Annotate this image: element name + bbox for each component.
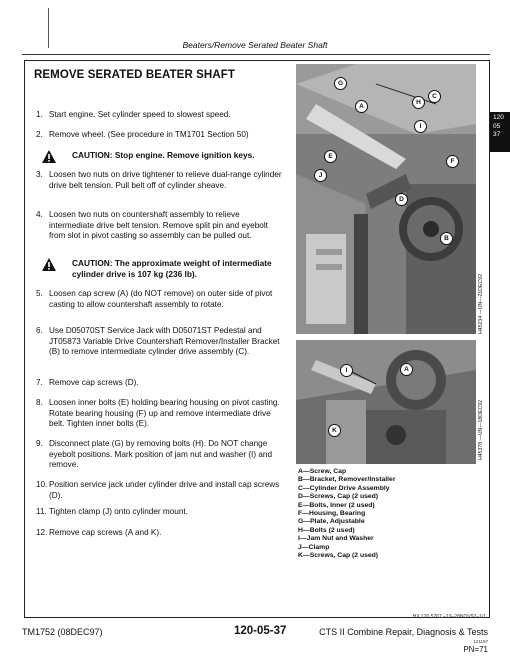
pn-number: PN=71 [463,645,488,654]
callout-A-2: A [400,363,413,376]
legend-item: E—Bolts, Inner (2 used) [298,501,375,509]
legend-item: H—Bolts (2 used) [298,526,355,534]
legend-item: C—Cylinder Drive Assembly [298,484,390,492]
step-9: 9. Disconnect plate (G) by removing bolts (H). Do NOT change eyebolt positions. Mark position of jam nut and washer (I) and remove. [36,439,272,469]
callout-J: J [314,169,327,182]
photo-cylinder-drive-illustration [296,340,476,464]
section-tab-line: 37 [493,131,501,138]
caution-stop-engine: CAUTION: Stop engine. Remove ignition keys. [42,150,282,161]
callout-F: F [446,155,459,168]
step-5: 5. Loosen cap screw (A) (do NOT remove) on outer side of pivot casting to allow countershaft assembly to rotate. [36,289,273,309]
caution-weight: CAUTION: The approximate weight of intermediate cylinder drive is 107 kg (236 lb). [42,258,282,279]
photo-beater-drive-illustration [296,64,476,334]
callout-A: A [355,100,368,113]
legend-item: A—Screw, Cap [298,468,347,475]
step-7: 7. Remove cap screws (D). [36,378,139,387]
header-rule [22,54,490,55]
callout-B: B [440,232,453,245]
callout-I-2: I [340,364,353,377]
warning-triangle-icon [42,258,56,274]
callout-I: I [414,120,427,133]
page-number: 120-05-37 [234,625,287,637]
legend-item: G—Plate, Adjustable [298,518,365,526]
photo-1-code: H45234 —UN—21DEC92 [478,274,484,334]
legend-item: K—Screws, Cap (2 used) [298,552,379,560]
warning-triangle-icon [42,150,56,166]
step-6: 6. Use D05070ST Service Jack with D05071ST Pedestal and JT05873 Variable Drive Countershaft Remover/Installer Bracket (B) to remove intermediate cylinder drive assembly (C). [36,326,280,356]
callout-K: K [328,424,341,437]
parts-legend [298,468,395,560]
section-tab [490,112,510,152]
step-8: 8. Loosen inner bolts (E) holding bearing housing on pivot casting. Rotate bearing housing (F) up and remove intermediate drive belt. Tighten inner bolts (E). [36,398,280,428]
step-11: 11. Tighten clamp (J) onto cylinder mount. [36,507,188,516]
callout-E: E [324,150,337,163]
running-header: Beaters/Remove Serated Beater Shaft [182,40,328,50]
section-title: REMOVE SERATED BEATER SHAFT [34,69,235,81]
legend-item: F—Housing, Bearing [298,510,366,518]
step-3: 3. Loosen two nuts on drive tightener to relieve dual-range cylinder drive belt tension. Pull belt off of cylinder sheave. [36,170,282,190]
legend-item: I—Jam Nut and Washer [298,535,374,543]
manual-title: CTS II Combine Repair, Diagnosis & Tests [319,627,488,637]
legend-item: D—Screws, Cap (2 used) [298,493,379,501]
document-code: HX,120,5267 –19–28NOV97–1/1 [412,614,486,620]
section-tab-line: 05 [493,122,501,130]
photo-2-code: H45378 —UN—18DEC92 [478,400,484,460]
step-10: 10. Position service jack under cylinder drive and install cap screws (D). [36,480,280,500]
print-date: 121197 [473,639,488,644]
callout-H: H [412,96,425,109]
section-tab-line: 120 [493,114,504,121]
callout-G: G [334,77,347,90]
step-12: 12. Remove cap screws (A and K). [36,528,162,537]
callout-C: C [428,90,441,103]
photo-beater-drive [296,64,476,334]
photo-cylinder-drive [296,340,476,464]
legend-item: B—Bracket, Remover/Installer [298,476,396,484]
legend-item: J—Clamp [298,543,330,551]
step-1: 1. Start engine. Set cylinder speed to slowest speed. [36,110,231,119]
callout-D: D [395,193,408,206]
step-2: 2. Remove wheel. (See procedure in TM1701 Section 50) [36,130,249,139]
step-4: 4. Loosen two nuts on countershaft assembly to relieve intermediate drive belt tension. Remove split pin and eyebolt from slot in pivot casting so assembly can be pulled out. [36,210,268,240]
manual-id: TM1752 (08DEC97) [22,627,103,637]
